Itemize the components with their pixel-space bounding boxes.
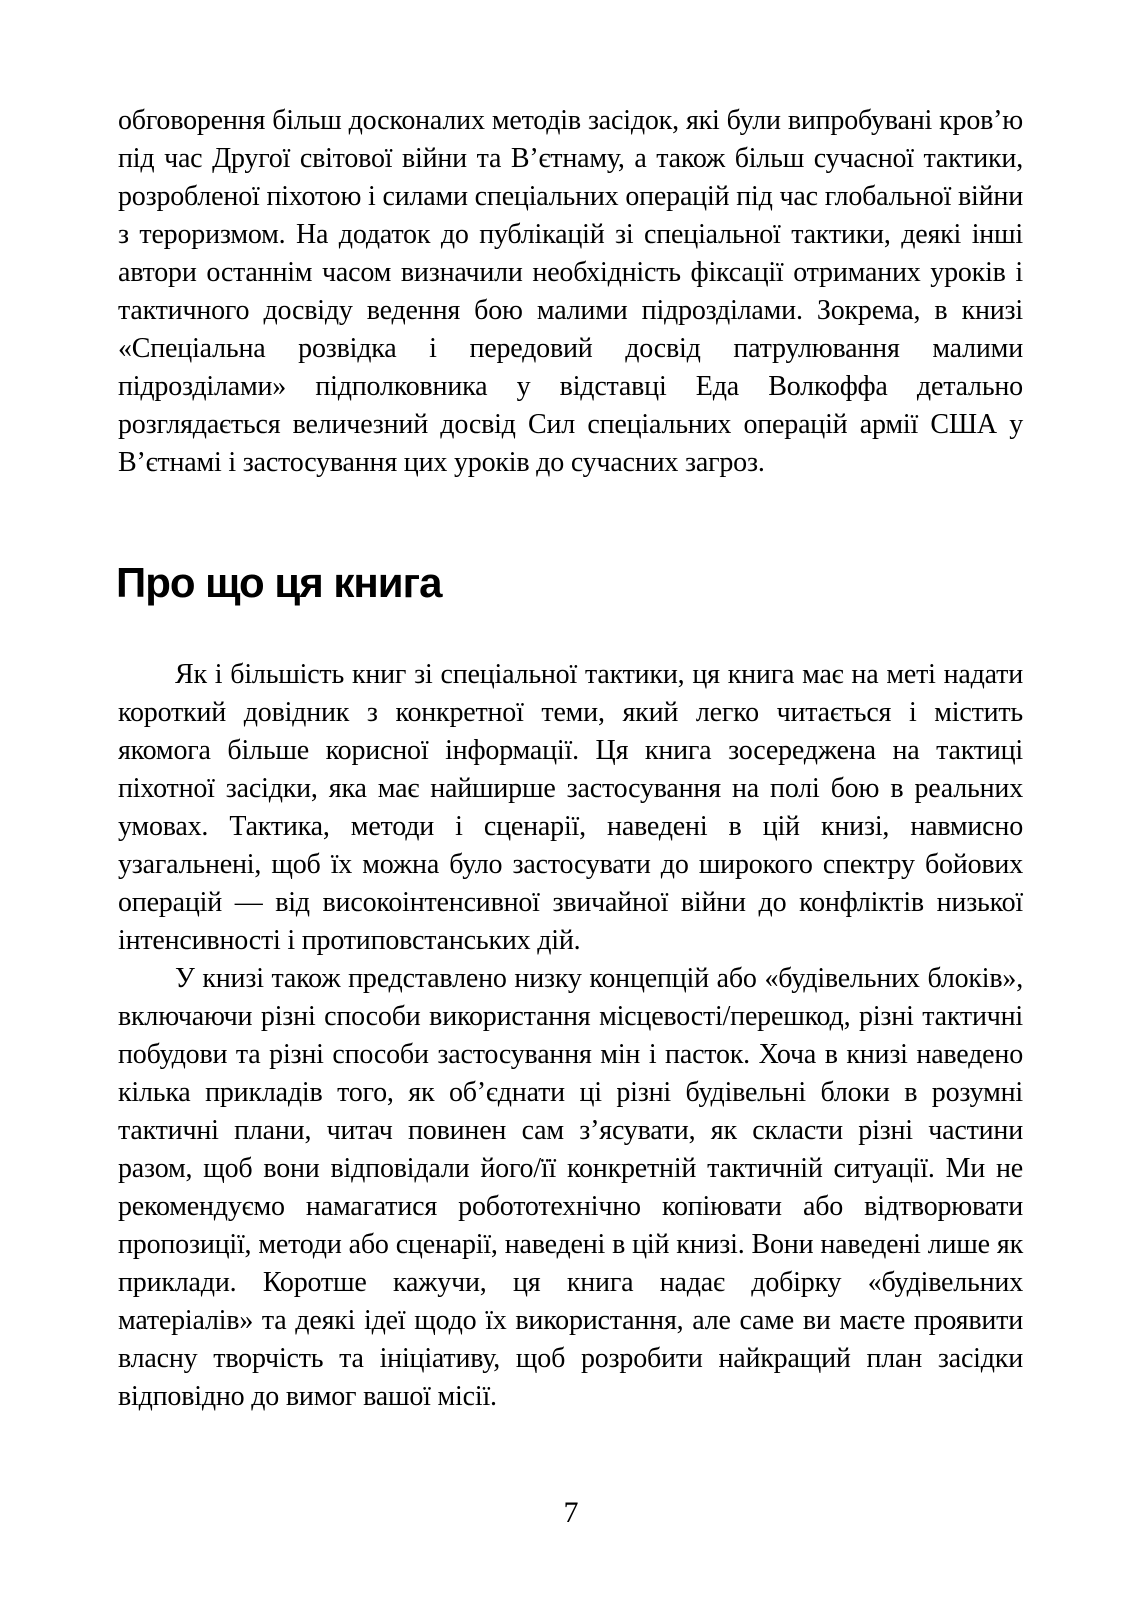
body-paragraph: У книзі також представлено низку концепцій або «будівельних блоків», включаючи різні способи використання місцевості/перешкод, різні тактичні побудови та різні способи застосування мін і пасток. Хоча в книзі наведено кілька прикладів того, як об’єднати ці різні будівельні блоки в розумні тактичні плани, читач повинен сам з’ясувати, як скласти різні частини разом, щоб вони відповідали його/її конкретній тактичній ситуації. Ми не рекомендуємо намагатися робототехнічно копіювати або відтворювати пропозиції, методи або сценарії, наведені в цій книзі. Вони наведені лише як приклади. Коротше кажучи, ця книга надає добірку «будівельних матеріалів» та деякі ідеї щодо їх використання, але саме ви маєте проявити власну творчість та ініціативу, щоб розробити найкращий план засідки відповідно до вимог вашої місії. bbox=[118, 963, 1023, 1412]
section-body-block bbox=[118, 656, 1023, 1416]
body-paragraph: Як і більшість книг зі спеціальної тактики, ця книга має на меті надати короткий довідник з конкретної теми, який легко читається і містить якомога більше корисної інформації. Ця книга зосереджена на тактиці піхотної засідки, яка має найширше застосування на полі бою в реальних умовах. Тактика, методи і сценарії, наведені в цій книзі, навмисно узагальнені, щоб їх можна було застосувати до широкого спектру бойових операцій — від високоінтенсивної звичайної війни до конфліктів низької інтенсивності і протиповстанських дій. bbox=[118, 659, 1023, 956]
paragraph-continuation-block bbox=[118, 102, 1023, 482]
section-heading: Про що ця книга bbox=[116, 559, 442, 606]
page-number: 7 bbox=[563, 1496, 579, 1529]
body-paragraph: обговорення більш досконалих методів засідок, які були випробувані кров’ю під час Другої світової війни та В’єтнаму, а також більш сучасної тактики, розробленої піхотою і силами спеціальних операцій під час глобальної війни з тероризмом. На додаток до публікацій зі спеціальної тактики, деякі інші автори останнім часом визначили необхідність фіксації отриманих уроків і тактичного досвіду ведення бою малими підрозділами. Зокрема, в книзі «Спеціальна розвідка і передовий досвід патрулювання малими підрозділами» підполковника у відставці Еда Волкоффа детально розглядається величезний досвід Сил спеціальних операцій армії США у В’єтнамі і застосування цих уроків до сучасних загроз. bbox=[118, 105, 1023, 478]
